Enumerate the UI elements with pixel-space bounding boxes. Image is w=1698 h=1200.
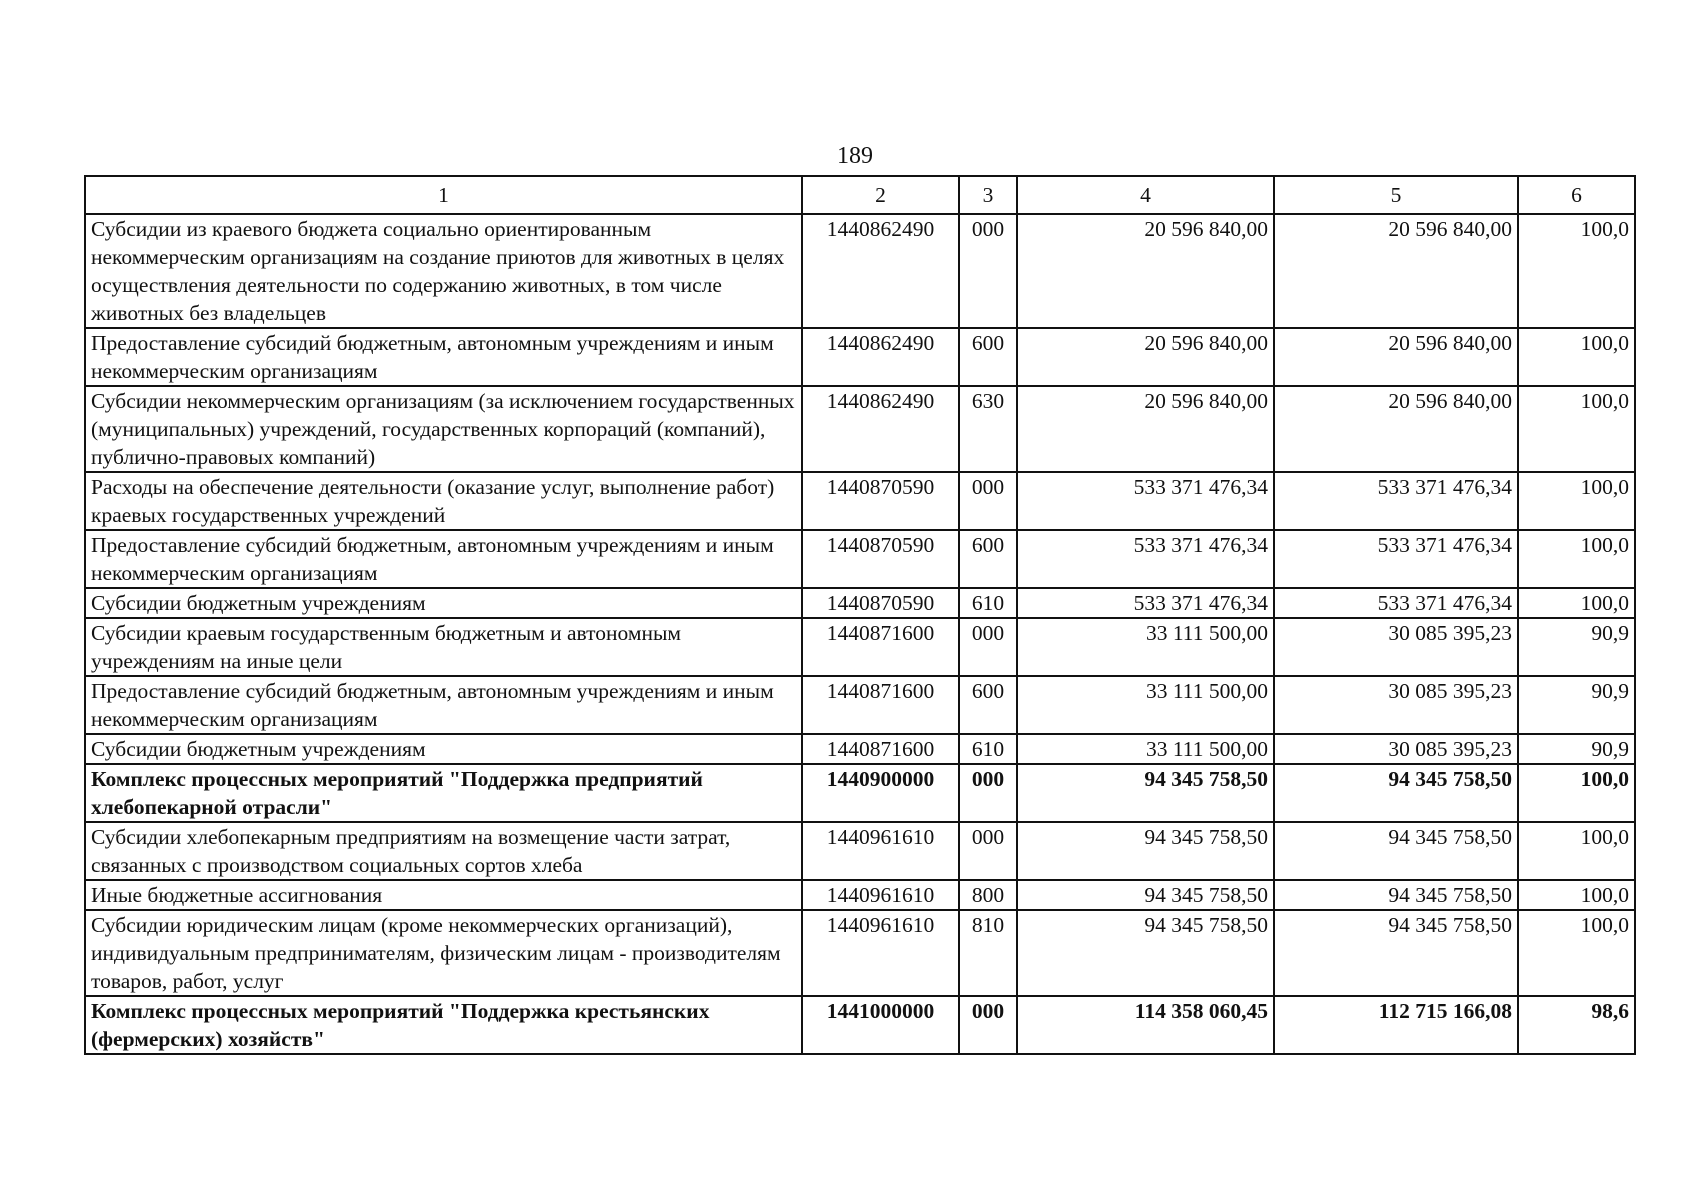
table-row xyxy=(85,618,1635,676)
row-plan-cell: 533 371 476,34 xyxy=(1017,530,1274,588)
row-name-cell: Субсидии бюджетным учреждениям xyxy=(85,734,802,764)
row-plan-cell: 94 345 758,50 xyxy=(1017,880,1274,910)
row-name-cell: Предоставление субсидий бюджетным, автономным учреждениям и иным некоммерческим организациям xyxy=(85,328,802,386)
row-name-cell: Иные бюджетные ассигнования xyxy=(85,880,802,910)
row-name-cell: Субсидии хлебопекарным предприятиям на возмещение части затрат, связанных с производством социальных сортов хлеба xyxy=(85,822,802,880)
row-fact-cell: 20 596 840,00 xyxy=(1274,386,1518,472)
row-plan-cell: 20 596 840,00 xyxy=(1017,386,1274,472)
column-header: 3 xyxy=(959,176,1017,214)
header-row xyxy=(85,176,1635,214)
row-csr-cell: 1440961610 xyxy=(802,880,959,910)
row-plan-cell: 20 596 840,00 xyxy=(1017,214,1274,328)
row-csr-cell: 1440862490 xyxy=(802,386,959,472)
row-percent-cell: 100,0 xyxy=(1518,880,1635,910)
row-plan-cell: 94 345 758,50 xyxy=(1017,910,1274,996)
row-percent-cell: 100,0 xyxy=(1518,530,1635,588)
row-percent-cell: 100,0 xyxy=(1518,214,1635,328)
budget-table xyxy=(84,175,1636,1055)
row-csr-cell: 1440871600 xyxy=(802,734,959,764)
table-row xyxy=(85,880,1635,910)
row-name-cell: Комплекс процессных мероприятий "Поддержка крестьянских (фермерских) хозяйств" xyxy=(85,996,802,1054)
table-row xyxy=(85,328,1635,386)
table-row xyxy=(85,530,1635,588)
row-percent-cell: 100,0 xyxy=(1518,472,1635,530)
row-vr-cell: 000 xyxy=(959,214,1017,328)
row-csr-cell: 1441000000 xyxy=(802,996,959,1054)
row-vr-cell: 000 xyxy=(959,764,1017,822)
row-vr-cell: 810 xyxy=(959,910,1017,996)
row-vr-cell: 000 xyxy=(959,822,1017,880)
row-vr-cell: 000 xyxy=(959,618,1017,676)
row-name-cell: Предоставление субсидий бюджетным, автономным учреждениям и иным некоммерческим организациям xyxy=(85,676,802,734)
row-plan-cell: 94 345 758,50 xyxy=(1017,764,1274,822)
row-fact-cell: 94 345 758,50 xyxy=(1274,910,1518,996)
row-csr-cell: 1440870590 xyxy=(802,530,959,588)
row-plan-cell: 33 111 500,00 xyxy=(1017,676,1274,734)
row-plan-cell: 533 371 476,34 xyxy=(1017,472,1274,530)
row-csr-cell: 1440871600 xyxy=(802,676,959,734)
row-fact-cell: 20 596 840,00 xyxy=(1274,214,1518,328)
column-header: 1 xyxy=(85,176,802,214)
row-plan-cell: 114 358 060,45 xyxy=(1017,996,1274,1054)
row-percent-cell: 90,9 xyxy=(1518,618,1635,676)
row-plan-cell: 533 371 476,34 xyxy=(1017,588,1274,618)
row-csr-cell: 1440862490 xyxy=(802,328,959,386)
row-percent-cell: 100,0 xyxy=(1518,328,1635,386)
row-percent-cell: 90,9 xyxy=(1518,676,1635,734)
row-percent-cell: 100,0 xyxy=(1518,588,1635,618)
row-percent-cell: 100,0 xyxy=(1518,910,1635,996)
column-header: 5 xyxy=(1274,176,1518,214)
row-name-cell: Предоставление субсидий бюджетным, автономным учреждениям и иным некоммерческим организациям xyxy=(85,530,802,588)
row-vr-cell: 610 xyxy=(959,588,1017,618)
row-vr-cell: 610 xyxy=(959,734,1017,764)
column-header: 4 xyxy=(1017,176,1274,214)
row-vr-cell: 630 xyxy=(959,386,1017,472)
table-row xyxy=(85,734,1635,764)
row-csr-cell: 1440871600 xyxy=(802,618,959,676)
row-name-cell: Субсидии краевым государственным бюджетным и автономным учреждениям на иные цели xyxy=(85,618,802,676)
row-csr-cell: 1440862490 xyxy=(802,214,959,328)
row-plan-cell: 33 111 500,00 xyxy=(1017,618,1274,676)
table-row xyxy=(85,910,1635,996)
row-vr-cell: 000 xyxy=(959,472,1017,530)
column-header: 6 xyxy=(1518,176,1635,214)
row-csr-cell: 1440961610 xyxy=(802,910,959,996)
table-body xyxy=(85,214,1635,1054)
column-header: 2 xyxy=(802,176,959,214)
row-plan-cell: 94 345 758,50 xyxy=(1017,822,1274,880)
row-fact-cell: 30 085 395,23 xyxy=(1274,734,1518,764)
row-fact-cell: 112 715 166,08 xyxy=(1274,996,1518,1054)
row-vr-cell: 800 xyxy=(959,880,1017,910)
table-row xyxy=(85,472,1635,530)
row-percent-cell: 100,0 xyxy=(1518,386,1635,472)
row-name-cell: Субсидии юридическим лицам (кроме некоммерческих организаций), индивидуальным предпринимателям, физическим лицам - производителям товаров, работ, услуг xyxy=(85,910,802,996)
row-fact-cell: 30 085 395,23 xyxy=(1274,618,1518,676)
row-percent-cell: 98,6 xyxy=(1518,996,1635,1054)
row-name-cell: Расходы на обеспечение деятельности (оказание услуг, выполнение работ) краевых государственных учреждений xyxy=(85,472,802,530)
row-fact-cell: 30 085 395,23 xyxy=(1274,676,1518,734)
table-row xyxy=(85,214,1635,328)
table-row xyxy=(85,822,1635,880)
row-percent-cell: 100,0 xyxy=(1518,822,1635,880)
table-row xyxy=(85,588,1635,618)
row-plan-cell: 20 596 840,00 xyxy=(1017,328,1274,386)
row-vr-cell: 600 xyxy=(959,328,1017,386)
table-row xyxy=(85,676,1635,734)
row-percent-cell: 100,0 xyxy=(1518,764,1635,822)
row-csr-cell: 1440900000 xyxy=(802,764,959,822)
row-fact-cell: 533 371 476,34 xyxy=(1274,472,1518,530)
row-vr-cell: 600 xyxy=(959,676,1017,734)
table-row xyxy=(85,386,1635,472)
row-fact-cell: 94 345 758,50 xyxy=(1274,822,1518,880)
table-row xyxy=(85,996,1635,1054)
row-fact-cell: 20 596 840,00 xyxy=(1274,328,1518,386)
row-csr-cell: 1440870590 xyxy=(802,472,959,530)
row-vr-cell: 600 xyxy=(959,530,1017,588)
row-csr-cell: 1440870590 xyxy=(802,588,959,618)
row-name-cell: Субсидии из краевого бюджета социально ориентированным некоммерческим организациям на создание приютов для животных в целях осуществления деятельности по содержанию животных, в том числе животных без владельцев xyxy=(85,214,802,328)
row-name-cell: Субсидии бюджетным учреждениям xyxy=(85,588,802,618)
page-number: 189 xyxy=(837,143,873,169)
row-name-cell: Комплекс процессных мероприятий "Поддержка предприятий хлебопекарной отрасли" xyxy=(85,764,802,822)
row-plan-cell: 33 111 500,00 xyxy=(1017,734,1274,764)
row-fact-cell: 94 345 758,50 xyxy=(1274,880,1518,910)
row-fact-cell: 533 371 476,34 xyxy=(1274,588,1518,618)
row-name-cell: Субсидии некоммерческим организациям (за исключением государственных (муниципальных) учреждений, государственных корпораций (компаний), публично-правовых компаний) xyxy=(85,386,802,472)
row-vr-cell: 000 xyxy=(959,996,1017,1054)
row-fact-cell: 94 345 758,50 xyxy=(1274,764,1518,822)
row-percent-cell: 90,9 xyxy=(1518,734,1635,764)
table-row xyxy=(85,764,1635,822)
row-csr-cell: 1440961610 xyxy=(802,822,959,880)
row-fact-cell: 533 371 476,34 xyxy=(1274,530,1518,588)
